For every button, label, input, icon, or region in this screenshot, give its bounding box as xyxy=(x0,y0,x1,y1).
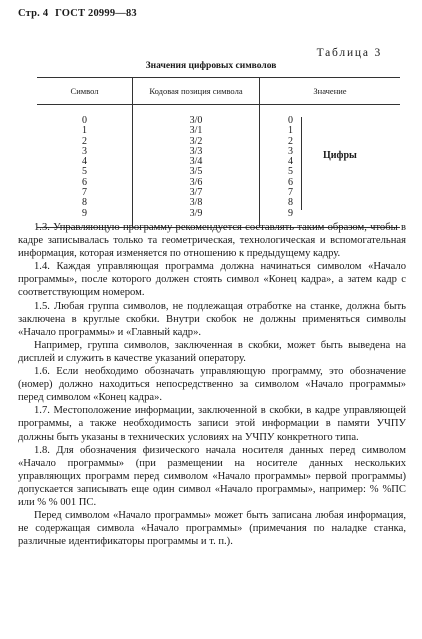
code-position-cell: 3/8 xyxy=(189,197,203,209)
paragraph-1-8: 1.8. Для обозначения физического начала носителя данных перед символом «Начало программы» (при размещении на носителе данных нескольких управляющих программ перед символом «Начало программы» первой программы) допускается записывать еще один символ «Начало программы», например: % %ПС или % % 001 ПС. xyxy=(18,444,406,508)
value-column xyxy=(260,105,401,228)
symbol-cell: 4 xyxy=(82,156,87,168)
symbol-cell: 5 xyxy=(82,166,87,178)
code-position-cell: 3/6 xyxy=(189,176,203,188)
paragraph-1-6: 1.6. Если необходимо обозначать управляющую программу, это обозначение (номер) должно находиться непосредственно за символом «Начало программы» перед символом «Конец кадра». xyxy=(18,366,406,404)
table-header-row xyxy=(37,78,400,105)
value-cell: 6 xyxy=(288,176,293,188)
symbol-cell: 1 xyxy=(82,125,87,137)
symbol-list xyxy=(37,105,132,227)
code-position-cell: 3/9 xyxy=(189,207,203,219)
symbol-cell: 0 xyxy=(82,115,87,126)
code-position-cell: 3/7 xyxy=(189,187,203,199)
page-number: Стр. 4 xyxy=(18,8,49,19)
value-list xyxy=(288,116,293,219)
column-header-value: Значение xyxy=(260,78,401,105)
symbol-cell: 3 xyxy=(82,145,87,157)
symbol-cell: 2 xyxy=(82,135,87,147)
value-cell: 2 xyxy=(288,135,293,147)
value-cell: 0 xyxy=(288,115,293,126)
paragraph-1-4: 1.4. Каждая управляющая программа должна начинаться символом «Начало программы», после которого должен стоять символ «Конец кадра», а затем кадр с соответствующим номером. xyxy=(18,261,406,299)
paragraph-1-3: 1.3. Управляющую программу рекомендуется составлять таким образом, чтобы в кадре записывалась только та геометрическая, технологическая и вспомогательная информация, которая изменяется по отношению к предыдущему кадру. xyxy=(18,222,406,260)
value-cell: 7 xyxy=(288,187,293,199)
value-cell: 5 xyxy=(288,166,293,178)
paragraph-1-7: 1.7. Местоположение информации, заключенной в скобки, в кадре управляющей программы, а также необходимость записи этой информации в памяти УЧПУ должны быть указаны в технических условиях на УЧПУ конкретного типа. xyxy=(18,405,406,443)
code-position-cell: 3/2 xyxy=(189,135,203,147)
value-cell: 1 xyxy=(288,125,293,137)
value-cell: 9 xyxy=(288,207,293,219)
code-position-cell: 3/5 xyxy=(189,166,203,178)
paragraph-1-5: 1.5. Любая группа символов, не подлежащая отработке на станке, должна быть заключена в круглые скобки. Внутри скобок не должны применяться символы «Начало программы» и «Главный кадр». xyxy=(18,300,406,338)
symbol-cell: 9 xyxy=(82,207,87,219)
body-text xyxy=(18,221,406,548)
symbol-cell: 8 xyxy=(82,197,87,209)
code-position-column xyxy=(133,105,260,228)
symbol-cell: 7 xyxy=(82,187,87,199)
page-header xyxy=(18,8,137,19)
table-label: Таблица 3 xyxy=(316,47,382,59)
column-header-code-position: Кодовая позиция символа xyxy=(133,78,260,105)
symbol-column xyxy=(37,105,133,228)
value-cell: 4 xyxy=(288,156,293,168)
paragraph-example: Например, группа символов, заключенная в скобки, может быть выведена на дисплей и служить в качестве указаний оператору. xyxy=(18,339,406,364)
code-position-list xyxy=(133,105,259,227)
column-header-symbol: Символ xyxy=(37,78,133,105)
grouping-brace xyxy=(298,117,302,210)
code-position-cell: 3/3 xyxy=(189,145,203,157)
table-title: Значения цифровых символов xyxy=(145,61,277,71)
value-cell: 8 xyxy=(288,197,293,209)
code-position-cell: 3/4 xyxy=(189,156,203,168)
digit-symbols-table xyxy=(37,77,400,228)
code-position-cell: 3/0 xyxy=(189,115,203,126)
code-position-cell: 3/1 xyxy=(189,125,203,137)
meaning-label: Цифры xyxy=(323,150,357,161)
table-body-row xyxy=(37,105,400,228)
standard-number: ГОСТ 20999—83 xyxy=(55,8,137,19)
symbol-cell: 6 xyxy=(82,176,87,188)
value-cell: 3 xyxy=(288,145,293,157)
paragraph-note: Перед символом «Начало программы» может быть записана любая информация, не содержащая символа «Начало программы» (примечания по наладке станка, различные идентификаторы программы и т. п.). xyxy=(18,510,406,548)
